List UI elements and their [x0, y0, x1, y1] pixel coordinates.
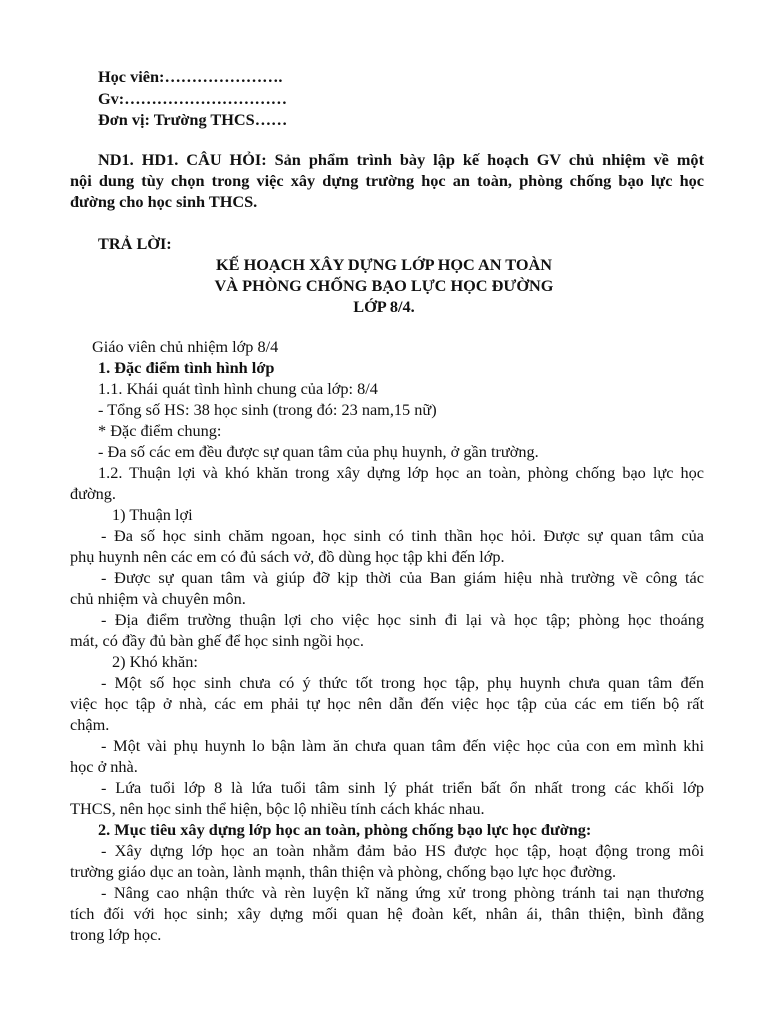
difficulty-1-line-1: - Một số học sinh chưa có ý thức tốt trong học tập, phụ huynh chưa quan tâm đến — [101, 673, 704, 692]
difficulty-1-line-3: chậm. — [70, 715, 110, 734]
goal-2-line-2: tích đối với học sinh; xây dựng mối quan hệ đoàn kết, nhân ái, thân thiện, bình đẳng — [70, 904, 704, 923]
plan-title-line-3: LỚP 8/4. — [353, 297, 415, 316]
advantage-3-line-1: - Địa điểm trường thuận lợi cho việc học sinh đi lại và học tập; phòng học thoáng — [101, 610, 704, 629]
difficulties-heading: 2) Khó khăn: — [112, 652, 198, 671]
section-1-1: 1.1. Khái quát tình hình chung của lớp: 8/4 — [98, 379, 378, 398]
section-1-2-line-2: đường. — [70, 484, 116, 503]
advantage-2-line-1: - Được sự quan tâm và giúp đỡ kịp thời của Ban giám hiệu nhà trường về công tác — [101, 568, 704, 587]
question-line-2: nội dung tùy chọn trong việc xây dựng trường học an toàn, phòng chống bạo lực học — [70, 171, 704, 190]
advantage-3-line-2: mát, có đầy đủ bàn ghế để học sinh ngồi học. — [70, 631, 364, 650]
advantages-heading: 1) Thuận lợi — [112, 505, 193, 524]
total-students: - Tổng số HS: 38 học sinh (trong đó: 23 nam,15 nữ) — [98, 400, 437, 419]
section-2-heading: 2. Mục tiêu xây dựng lớp học an toàn, phòng chống bạo lực học đường: — [98, 820, 592, 839]
question-line-1: ND1. HD1. CÂU HỎI: Sản phẩm trình bày lập kế hoạch GV chủ nhiệm về một — [98, 150, 704, 169]
feature-1: - Đa số các em đều được sự quan tâm của phụ huynh, ở gần trường. — [98, 442, 539, 461]
plan-title-line-1: KẾ HOẠCH XÂY DỰNG LỚP HỌC AN TOÀN — [215, 255, 553, 274]
difficulty-2-line-2: học ở nhà. — [70, 757, 138, 776]
goal-1-line-1: - Xây dựng lớp học an toàn nhằm đảm bảo HS được học tập, hoạt động trong môi — [101, 841, 704, 860]
teacher-line: Gv:………………………… — [98, 89, 288, 108]
teacher-info: Giáo viên chủ nhiệm lớp 8/4 — [92, 337, 279, 356]
features-heading: * Đặc điểm chung: — [98, 421, 222, 440]
unit-line: Đơn vị: Trường THCS…… — [98, 110, 288, 129]
goal-2-line-3: trong lớp học. — [70, 925, 162, 944]
difficulty-3-line-1: - Lứa tuổi lớp 8 là lứa tuổi tâm sinh lý phát triển bất ổn nhất trong các khối lớp — [101, 778, 704, 797]
difficulty-3-line-2: THCS, nên học sinh thể hiện, bộc lộ nhiều tính cách khác nhau. — [70, 799, 485, 818]
student-line: Học viên:…………………. — [98, 67, 283, 86]
answer-label: TRẢ LỜI: — [98, 234, 172, 253]
advantage-1-line-2: phụ huynh nên các em có đủ sách vở, đồ dùng học tập khi đến lớp. — [70, 547, 505, 566]
goal-1-line-2: trường giáo dục an toàn, lành mạnh, thân thiện và phòng, chống bạo lực học đường. — [70, 862, 617, 881]
difficulty-1-line-2: việc học tập ở nhà, các em phải tự học nên dẫn đến việc học tập của các em tiến bộ rất — [70, 694, 704, 713]
plan-title-line-2: VÀ PHÒNG CHỐNG BẠO LỰC HỌC ĐƯỜNG — [214, 276, 554, 295]
advantage-2-line-2: chủ nhiệm và chuyên môn. — [70, 589, 246, 608]
question-line-3: đường cho học sinh THCS. — [70, 192, 258, 211]
advantage-1-line-1: - Đa số học sinh chăm ngoan, học sinh có tinh thần học hỏi. Được sự quan tâm của — [101, 526, 704, 545]
section-1-heading: 1. Đặc điểm tình hình lớp — [98, 358, 275, 377]
difficulty-2-line-1: - Một vài phụ huynh lo bận làm ăn chưa quan tâm đến việc học của con em mình khi — [101, 736, 704, 755]
goal-2-line-1: - Nâng cao nhận thức và rèn luyện kĩ năng ứng xử trong phòng tránh tai nạn thương — [101, 883, 704, 902]
section-1-2-line-1: 1.2. Thuận lợi và khó khăn trong xây dựng lớp học an toàn, phòng chống bạo lực học — [98, 463, 704, 482]
